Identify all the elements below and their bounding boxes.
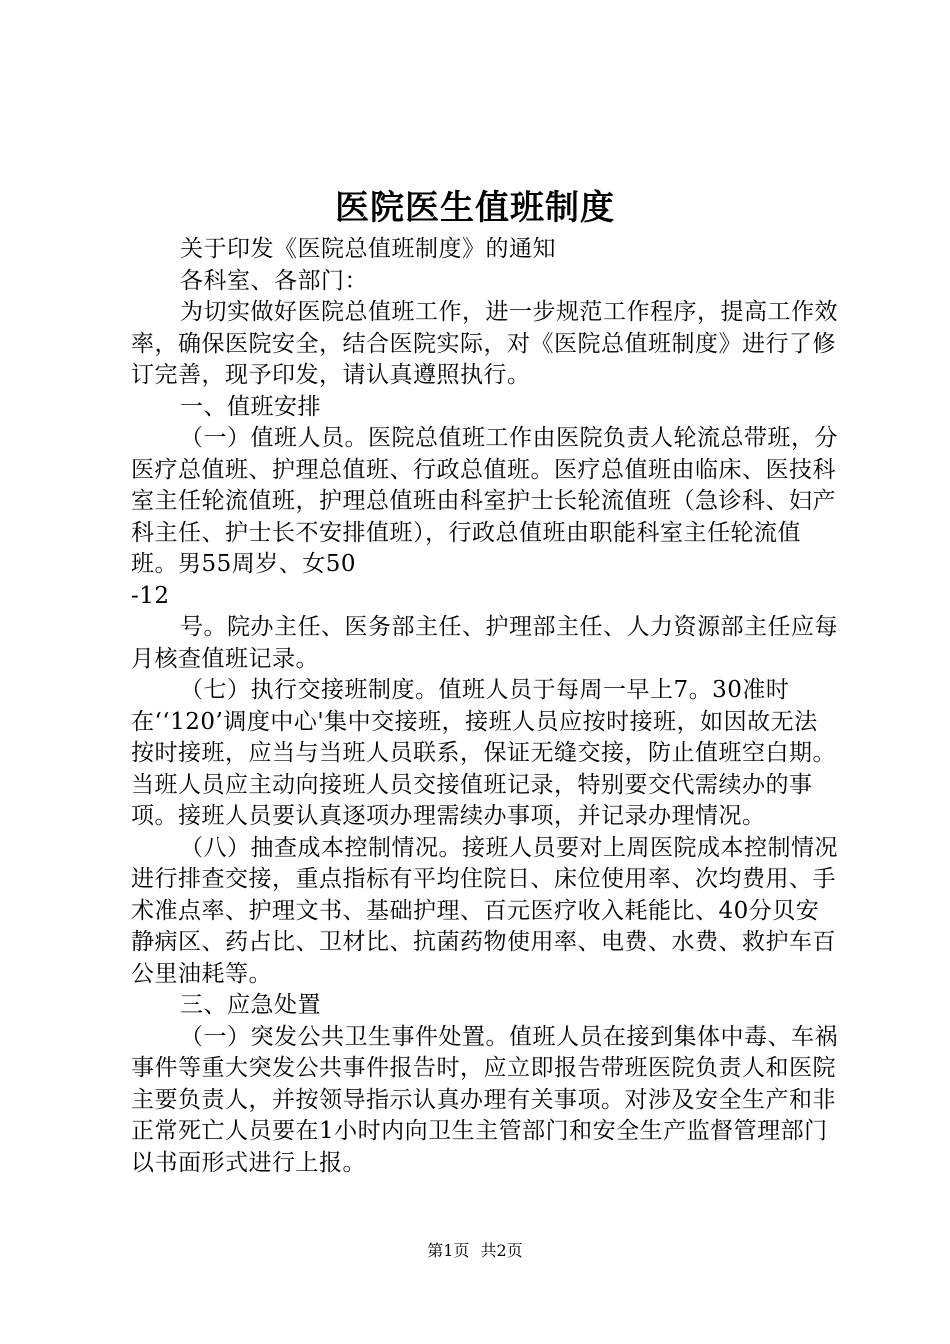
paragraph-handover: （七）执行交接班制度。值班人员于每周一早上7。30准时在‘‘120’调度中心'集中交接班，接班人员应按时接班，如因故无法按时接班，应当与当班人员联系，保证无缝交接，防止值班空白期。当班人员应主动向接班人员交接值班记录，特别要交代需续办的事项。接班人员要认真逐项办理需续办事项，并记录办理情况。 bbox=[131, 677, 836, 829]
section-heading-emergency: 三、应急处置 bbox=[180, 992, 321, 1018]
page-footer bbox=[0, 1240, 950, 1262]
paragraph-public-health-event: （一）突发公共卫生事件处置。值班人员在接到集体中毒、车祸事件等重大突发公共事件报告时，应立即报告带班医院负责人和医院主要负责人，并按领导指示认真办理有关事项。对涉及安全生产和非正常死亡人员要在1小时内向卫生主管部门和安全生产监督管理部门以书面形式进行上报。 bbox=[131, 1023, 838, 1176]
fragment-line: -12 bbox=[131, 582, 170, 609]
document-body bbox=[131, 234, 841, 1179]
salutation: 各科室、各部门： bbox=[180, 267, 368, 294]
section-heading-duty-arrangement: 一、值班安排 bbox=[180, 393, 321, 420]
paragraph-duty-personnel: （一）值班人员。医院总值班工作由医院负责人轮流总带班，分医疗总值班、护理总值班、行政总值班。医疗总值班由临床、医技科室主任轮流值班，护理总值班由科室护士长轮流值班（急诊科、妇产科主任、护士长不安排值班），行政总值班由职能科室主任轮流值班。男55周岁、女50 bbox=[131, 425, 838, 577]
notice-heading: 关于印发《医院总值班制度》的通知 bbox=[180, 236, 556, 262]
page-total: 共2页 bbox=[480, 1241, 523, 1260]
paragraph-record-check: 号。院办主任、医务部主任、护理部主任、人力资源部主任应每月核查值班记录。 bbox=[131, 614, 838, 672]
intro-paragraph: 为切实做好医院总值班工作，进一步规范工作程序，提高工作效率，确保医院安全，结合医院实际，对《医院总值班制度》进行了修订完善，现予印发，请认真遵照执行。 bbox=[131, 299, 838, 388]
document-title: 医院医生值班制度 bbox=[335, 188, 615, 228]
paragraph-cost-control: （八）抽查成本控制情况。接班人员要对上周医院成本控制情况进行排查交接，重点指标有平均住院日、床位使用率、次均费用、手术准点率、护理文书、基础护理、百元医疗收入耗能比、40分贝安静病区、药占比、卫材比、抗菌药物使用率、电费、水费、救护车百公里油耗等。 bbox=[131, 834, 838, 987]
page-number: 第1页 bbox=[427, 1241, 470, 1260]
